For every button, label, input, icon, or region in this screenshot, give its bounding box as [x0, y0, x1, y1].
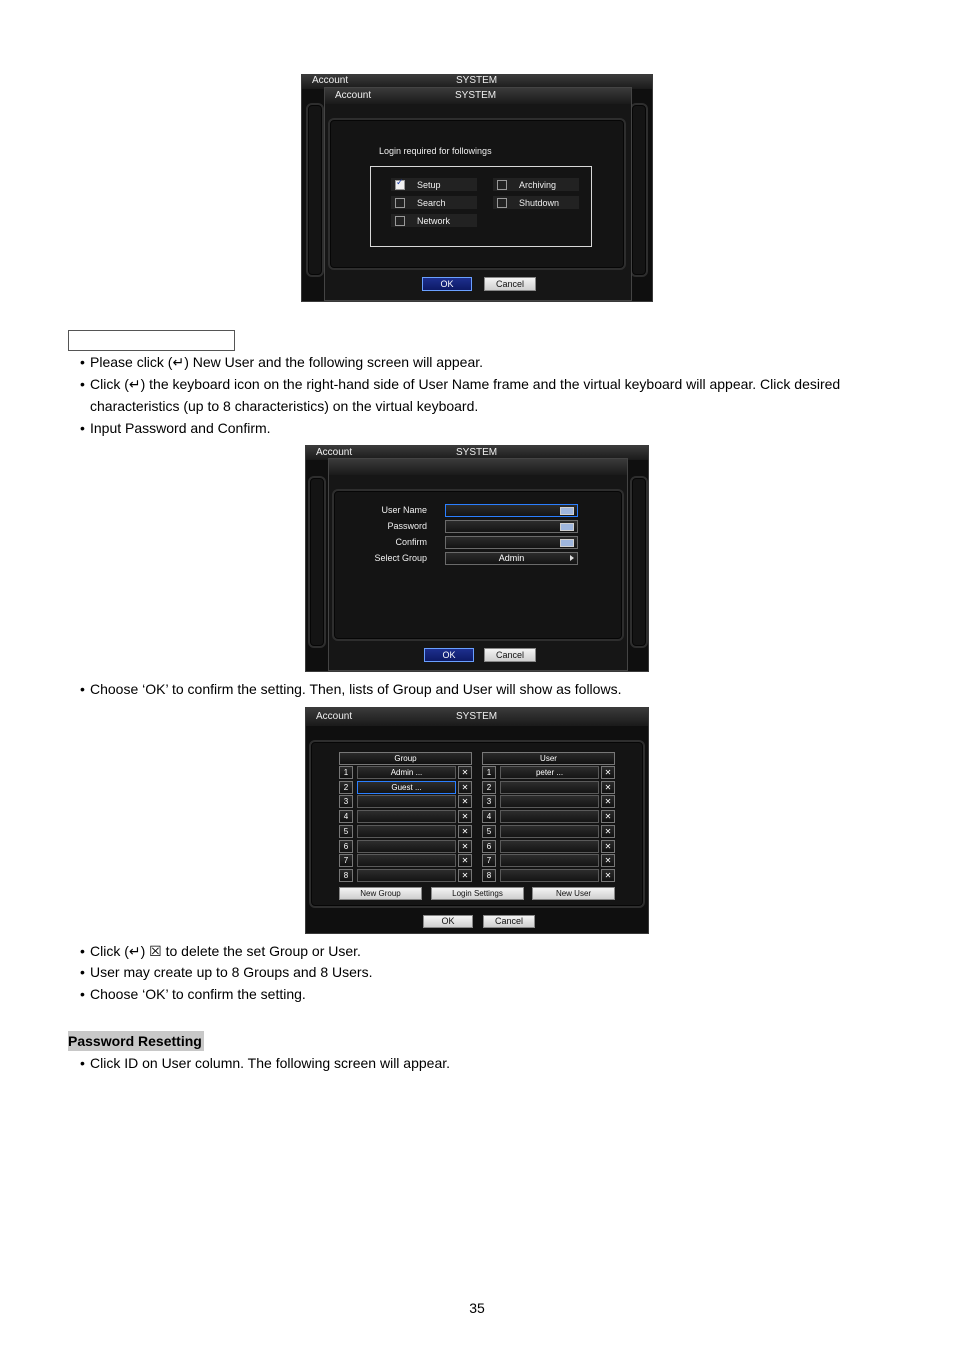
new-group-button[interactable]: New Group: [339, 887, 422, 900]
back-left-panel: [306, 103, 324, 277]
user-row-number: 3: [482, 795, 496, 808]
group-name-cell[interactable]: [357, 825, 456, 838]
dialog-titlebar: [325, 88, 631, 104]
user-delete-icon[interactable]: ✕: [601, 810, 615, 823]
user-row-number: 5: [482, 825, 496, 838]
page-number: 35: [469, 1300, 485, 1316]
group-row-number: 3: [339, 795, 353, 808]
user-delete-icon[interactable]: ✕: [601, 781, 615, 794]
screen3-title-system: SYSTEM: [456, 711, 498, 722]
bullet-glyph: •: [80, 354, 85, 370]
new-user-dialog: [328, 458, 628, 671]
bullet-keyboard-cont: characteristics (up to 8 characteristics) on the virtual keyboard.: [90, 398, 479, 414]
user-name-input[interactable]: [445, 504, 578, 517]
bullet-glyph: •: [80, 943, 85, 959]
bullet-text: Choose ‘OK’ to confirm the setting. Then, lists of Group and User will show as follows.: [90, 681, 622, 697]
screen2-title-system: SYSTEM: [456, 447, 498, 458]
section-heading-box: [68, 330, 235, 351]
bullet-text: Please click (↵) New User and the following screen will appear.: [90, 354, 484, 370]
option-search-label: Search: [417, 198, 446, 208]
bullet-glyph: •: [80, 1055, 85, 1071]
user-name-cell[interactable]: [500, 795, 599, 808]
group-name-cell[interactable]: [357, 854, 456, 867]
cancel-button[interactable]: Cancel: [484, 277, 536, 291]
select-group-dropdown[interactable]: [445, 552, 578, 565]
bullet-keyboard: [80, 373, 840, 395]
screen2-right-panel: [630, 476, 648, 648]
screen3-title-account: Account: [316, 711, 353, 722]
user-name-cell[interactable]: [500, 840, 599, 853]
confirm-label: Confirm: [395, 537, 427, 547]
user-delete-icon[interactable]: ✕: [601, 795, 615, 808]
bullet-click-id: [80, 1052, 450, 1074]
select-group-label: Select Group: [374, 553, 427, 563]
checkbox-network[interactable]: [395, 216, 405, 226]
user-row-number: 1: [482, 766, 496, 779]
keyboard-icon[interactable]: [560, 539, 574, 547]
cancel-button[interactable]: Cancel: [483, 915, 535, 928]
user-name-cell[interactable]: [500, 854, 599, 867]
login-settings-screen: [301, 74, 653, 302]
option-shutdown-row[interactable]: [493, 196, 579, 209]
back-right-panel: [630, 103, 648, 277]
group-name-cell[interactable]: [357, 795, 456, 808]
bullet-limits: [80, 961, 372, 983]
user-name-cell[interactable]: peter ...: [500, 766, 599, 779]
checkbox-search[interactable]: [395, 198, 405, 208]
select-group-value: Admin: [498, 553, 525, 563]
cancel-button[interactable]: Cancel: [484, 648, 536, 662]
dialog-title-system: SYSTEM: [455, 90, 497, 101]
user-delete-icon[interactable]: ✕: [601, 854, 615, 867]
ok-button[interactable]: OK: [423, 915, 473, 928]
bullet-new-user: [80, 351, 483, 373]
bullet-text: Click ID on User column. The following screen will appear.: [90, 1055, 451, 1071]
option-network-row[interactable]: [391, 214, 477, 227]
dialog-title-account: Account: [335, 90, 372, 101]
checkbox-archiving[interactable]: [497, 180, 507, 190]
bullet-text: Input Password and Confirm.: [90, 420, 271, 436]
user-row-number: 7: [482, 854, 496, 867]
group-user-list-screen: [305, 707, 649, 934]
screen2-left-panel: [308, 476, 326, 648]
group-delete-icon[interactable]: ✕: [458, 840, 472, 853]
user-delete-icon[interactable]: ✕: [601, 840, 615, 853]
checkbox-setup[interactable]: [395, 180, 405, 190]
group-row-number: 8: [339, 869, 353, 882]
back-title-account: Account: [312, 75, 349, 86]
user-delete-icon[interactable]: ✕: [601, 766, 615, 779]
group-name-cell[interactable]: [357, 840, 456, 853]
user-name-cell[interactable]: [500, 825, 599, 838]
group-delete-icon[interactable]: ✕: [458, 825, 472, 838]
group-delete-icon[interactable]: ✕: [458, 869, 472, 882]
login-settings-button[interactable]: Login Settings: [431, 887, 524, 900]
option-setup-row[interactable]: [391, 178, 477, 191]
bullet-text: Choose ‘OK’ to confirm the setting.: [90, 986, 306, 1002]
group-row-number: 4: [339, 810, 353, 823]
group-name-cell[interactable]: [357, 810, 456, 823]
user-name-cell[interactable]: [500, 869, 599, 882]
option-setup-label: Setup: [417, 180, 441, 190]
user-row-number: 8: [482, 869, 496, 882]
screen3-titlebar: [306, 708, 648, 726]
bullet-delete: [80, 940, 361, 962]
user-row-number: 2: [482, 781, 496, 794]
bullet-password: [80, 417, 271, 439]
bullet-glyph: •: [80, 964, 85, 980]
user-row-number: 4: [482, 810, 496, 823]
bullet-text: User may create up to 8 Groups and 8 Users.: [90, 964, 373, 980]
ok-button[interactable]: OK: [422, 277, 472, 291]
user-delete-icon[interactable]: ✕: [601, 869, 615, 882]
bullet-choose-ok-lists: [80, 678, 621, 700]
login-prompt: Login required for followings: [379, 146, 492, 156]
confirm-input[interactable]: [445, 536, 578, 549]
chevron-right-icon: [570, 555, 574, 561]
option-archiving-row[interactable]: [493, 178, 579, 191]
group-name-cell[interactable]: [357, 869, 456, 882]
password-input[interactable]: [445, 520, 578, 533]
bullet-text: Click (↵) ☒ to delete the set Group or User.: [90, 943, 361, 959]
bullet-glyph: •: [80, 681, 85, 697]
screen2-title-account: Account: [316, 447, 353, 458]
group-row-number: 7: [339, 854, 353, 867]
new-user-dialog-titlebar: [329, 459, 627, 475]
option-network-label: Network: [417, 216, 451, 226]
group-delete-icon[interactable]: ✕: [458, 810, 472, 823]
option-search-row[interactable]: [391, 196, 477, 209]
user-row-number: 6: [482, 840, 496, 853]
option-shutdown-label: Shutdown: [519, 198, 560, 208]
group-row-number: 1: [339, 766, 353, 779]
bullet-confirm: [80, 983, 306, 1005]
bullet-glyph: •: [80, 376, 85, 392]
option-archiving-label: Archiving: [519, 180, 557, 190]
group-name-cell[interactable]: Admin ...: [357, 766, 456, 779]
section-heading-password-resetting: Password Resetting: [68, 1033, 202, 1049]
group-delete-icon[interactable]: ✕: [458, 781, 472, 794]
bullet-glyph: •: [80, 420, 85, 436]
login-dialog: [324, 87, 632, 301]
new-user-button[interactable]: New User: [532, 887, 615, 900]
user-name-cell[interactable]: [500, 781, 599, 794]
group-name-cell[interactable]: Guest ...: [357, 781, 456, 794]
back-title-system: SYSTEM: [456, 75, 498, 86]
group-delete-icon[interactable]: ✕: [458, 766, 472, 779]
group-delete-icon[interactable]: ✕: [458, 854, 472, 867]
ok-button[interactable]: OK: [424, 648, 474, 662]
keyboard-icon[interactable]: [560, 507, 574, 515]
bullet-glyph: •: [80, 986, 85, 1002]
bullet-text: Click (↵) the keyboard icon on the right-hand side of User Name frame and the virtual keyboard will appear. Click desired: [90, 376, 841, 392]
group-row-number: 2: [339, 781, 353, 794]
checkbox-shutdown[interactable]: [497, 198, 507, 208]
user-delete-icon[interactable]: ✕: [601, 825, 615, 838]
keyboard-icon[interactable]: [560, 523, 574, 531]
group-column-header: Group: [339, 752, 472, 765]
group-row-number: 6: [339, 840, 353, 853]
group-delete-icon[interactable]: ✕: [458, 795, 472, 808]
password-label: Password: [387, 521, 427, 531]
user-name-cell[interactable]: [500, 810, 599, 823]
user-name-label: User Name: [381, 505, 427, 515]
group-row-number: 5: [339, 825, 353, 838]
user-column-header: User: [482, 752, 615, 765]
new-user-screen: [305, 445, 649, 672]
